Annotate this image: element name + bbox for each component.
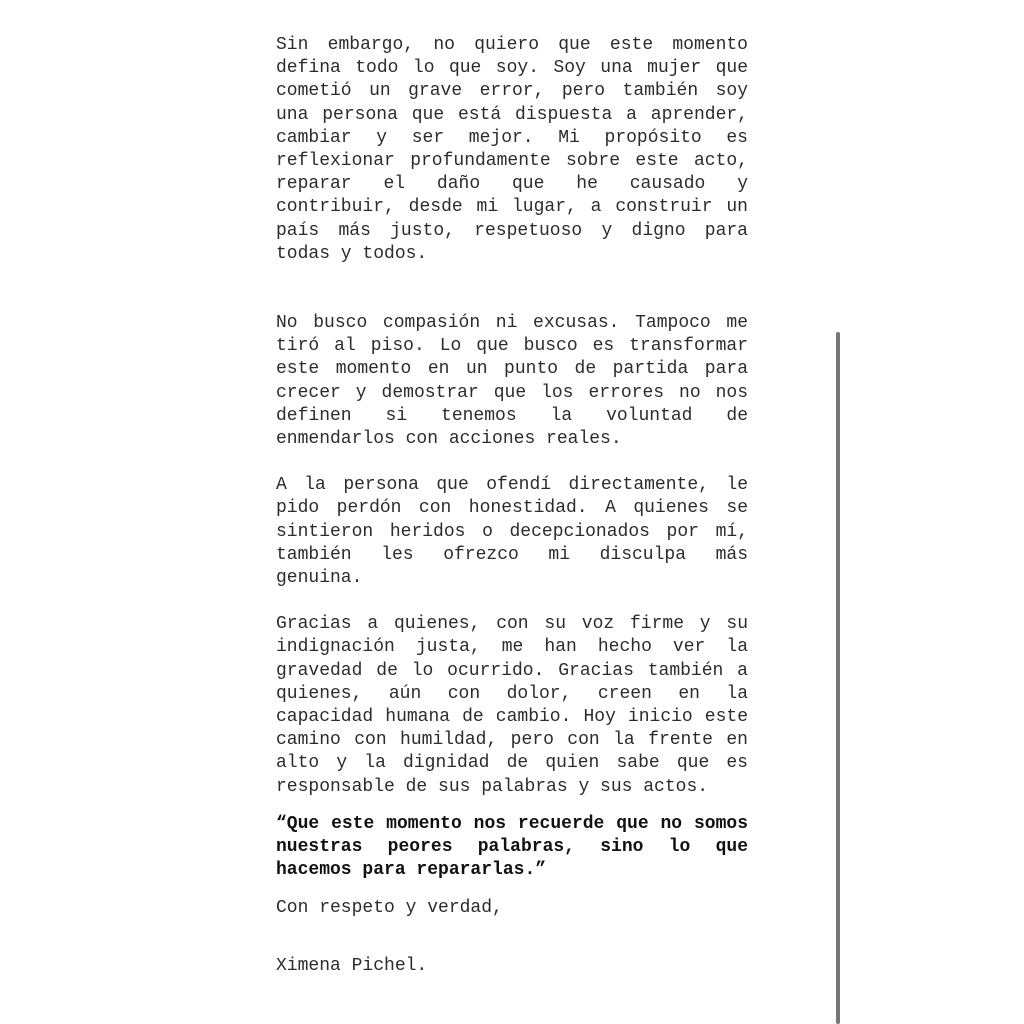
vertical-scrollbar[interactable] xyxy=(836,332,840,1024)
paragraph-4: Gracias a quienes, con su voz firme y su indignación justa, me han hecho ver la gravedad de lo ocurrido. Gracias también a quienes, aún con dolor, creen en la capacidad humana de cambio. Hoy inicio este camino con humildad, pero con la frente en alto y la dignidad de quien sabe que es responsable de sus palabras y sus actos. xyxy=(276,614,748,797)
signature: Ximena Pichel. xyxy=(276,955,428,976)
paragraph-3: A la persona que ofendí directamente, le pido perdón con honestidad. A quienes se sintieron heridos o decepcionados por mí, también les ofrezco mi disculpa más genuina. xyxy=(276,475,748,589)
paragraph-2: No busco compasión ni excusas. Tampoco me tiró al piso. Lo que busco es transformar este momento en un punto de partida para crecer y demostrar que los errores no nos definen si tenemos la voluntad de enmendarlos con acciones reales. xyxy=(276,313,748,450)
document-body xyxy=(276,34,748,978)
paragraph-1: Sin embargo, no quiero que este momento defina todo lo que soy. Soy una mujer que cometió un grave error, pero también soy una persona que está dispuesta a aprender, cambiar y ser mejor. Mi propósito es reflexionar profundamente sobre este acto, reparar el daño que he causado y contribuir, desde mi lugar, a construir un país más justo, respetuoso y digno para todas y todos. xyxy=(276,35,748,264)
closing-quote: “Que este momento nos recuerde que no somos nuestras peores palabras, sino lo que hacemos para repararlas.” xyxy=(276,813,748,881)
closing-line: Con respeto y verdad, xyxy=(276,897,503,918)
